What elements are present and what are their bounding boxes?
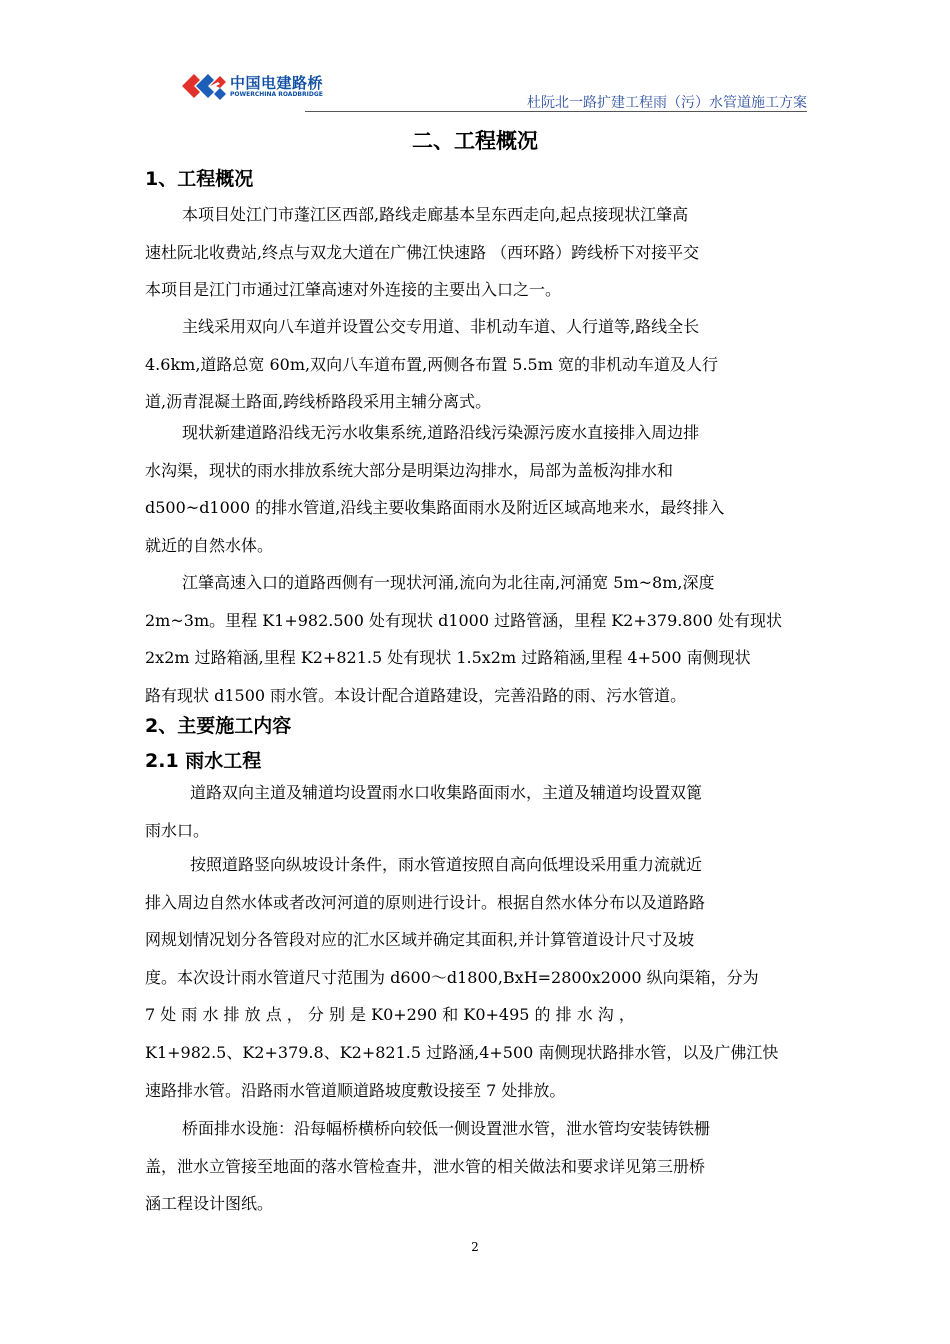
paragraph-project-location: 本项目处江门市蓬江区西部,路线走廊基本呈东西走向,起点接现状江肇高 速杜阮北收费站,终点与双龙大道在广佛江快速路 （西环路）跨线桥下对接平交 本项目是江门市通过江肇高速对外连接的主要出入口之一。 bbox=[145, 205, 700, 300]
section-heading-1: 1、工程概况 bbox=[145, 168, 254, 190]
paragraph-existing-river: 江肇高速入口的道路西侧有一现状河涌,流向为北往南,河涌宽 5m~8m,深度 2m~3m。里程 K1+982.500 处有现状 d1000 过路管涵，里程 K2+379.800 处有现状 2x2m 过路箱涵,里程 K2+821.5 处有现状 1.5x2m 过路箱涵,里程 4+500 南侧现状 路有现状 d1500 雨水管。本设计配合道路建设，完善沿路的雨、污水管道。 bbox=[145, 573, 782, 705]
paragraph-existing-drainage: 现状新建道路沿线无污水收集系统,道路沿线污染源污废水直接排入周边排 水沟渠，现状的雨水排放系统大部分是明渠边沟排水，局部为盖板沟排水和 d500~d1000 的排水管道,沿线主要收集路面雨水及附近区域高地来水，最终排入 就近的自然水体。 bbox=[145, 423, 725, 555]
chapter-title: 二、工程概况 bbox=[412, 129, 538, 153]
subsection-heading-2-1: 2.1 雨水工程 bbox=[145, 750, 262, 772]
powerchina-logo-icon bbox=[180, 68, 228, 104]
page-number: 2 bbox=[471, 1240, 479, 1254]
paragraph-rainwater-inlets: 道路双向主道及辅道均设置雨水口收集路面雨水，主道及辅道均设置双篦 雨水口。 bbox=[145, 783, 703, 840]
paragraph-mainline-description: 主线采用双向八车道并设置公交专用道、非机动车道、人行道等,路线全长 4.6km,道路总宽 60m,双向八车道布置,两侧各布置 5.5m 宽的非机动车道及人行 道,沥青混凝土路面,跨线桥路段采用主辅分离式。 bbox=[145, 317, 718, 412]
section-heading-2: 2、主要施工内容 bbox=[145, 715, 292, 737]
document-header-title: 杜阮北一路扩建工程雨（污）水管道施工方案 bbox=[527, 95, 807, 111]
header-divider bbox=[305, 111, 807, 112]
company-logo bbox=[180, 64, 330, 108]
paragraph-bridge-drainage: 桥面排水设施：沿每幅桥横桥向较低一侧设置泄水管，泄水管均安装铸铁栅 盖，泄水立管接至地面的落水管检查井，泄水管的相关做法和要求详见第三册桥 涵工程设计图纸。 bbox=[145, 1119, 711, 1214]
paragraph-pipe-design: 按照道路竖向纵坡设计条件，雨水管道按照自高向低埋设采用重力流就近 排入周边自然水体或者改河河道的原则进行设计。根据自然水体分布以及道路路 网规划情况划分各管段对应的汇水区域并确定其面积,并计算管道设计尺寸及坡 度。本次设计雨水管道尺寸范围为 d600～d1800,BxH=2800x2000 纵向渠箱，分为 7 处 雨 水 排 放 点 ， 分 别 是 K0+290 和 K0+495 的 排 水 沟 ， K1+982.5、K2+379.8、K2+821.5 过路涵,4+500 南侧现状路排水管，以及广佛江快 速路排水管。沿路雨水管道顺道路坡度敷设接至 7 处排放。 bbox=[145, 855, 779, 1100]
logo-chinese-text: 中国电建路桥 bbox=[230, 74, 324, 92]
logo-english-text: POWERCHINA ROADBRIDGE bbox=[230, 91, 323, 98]
